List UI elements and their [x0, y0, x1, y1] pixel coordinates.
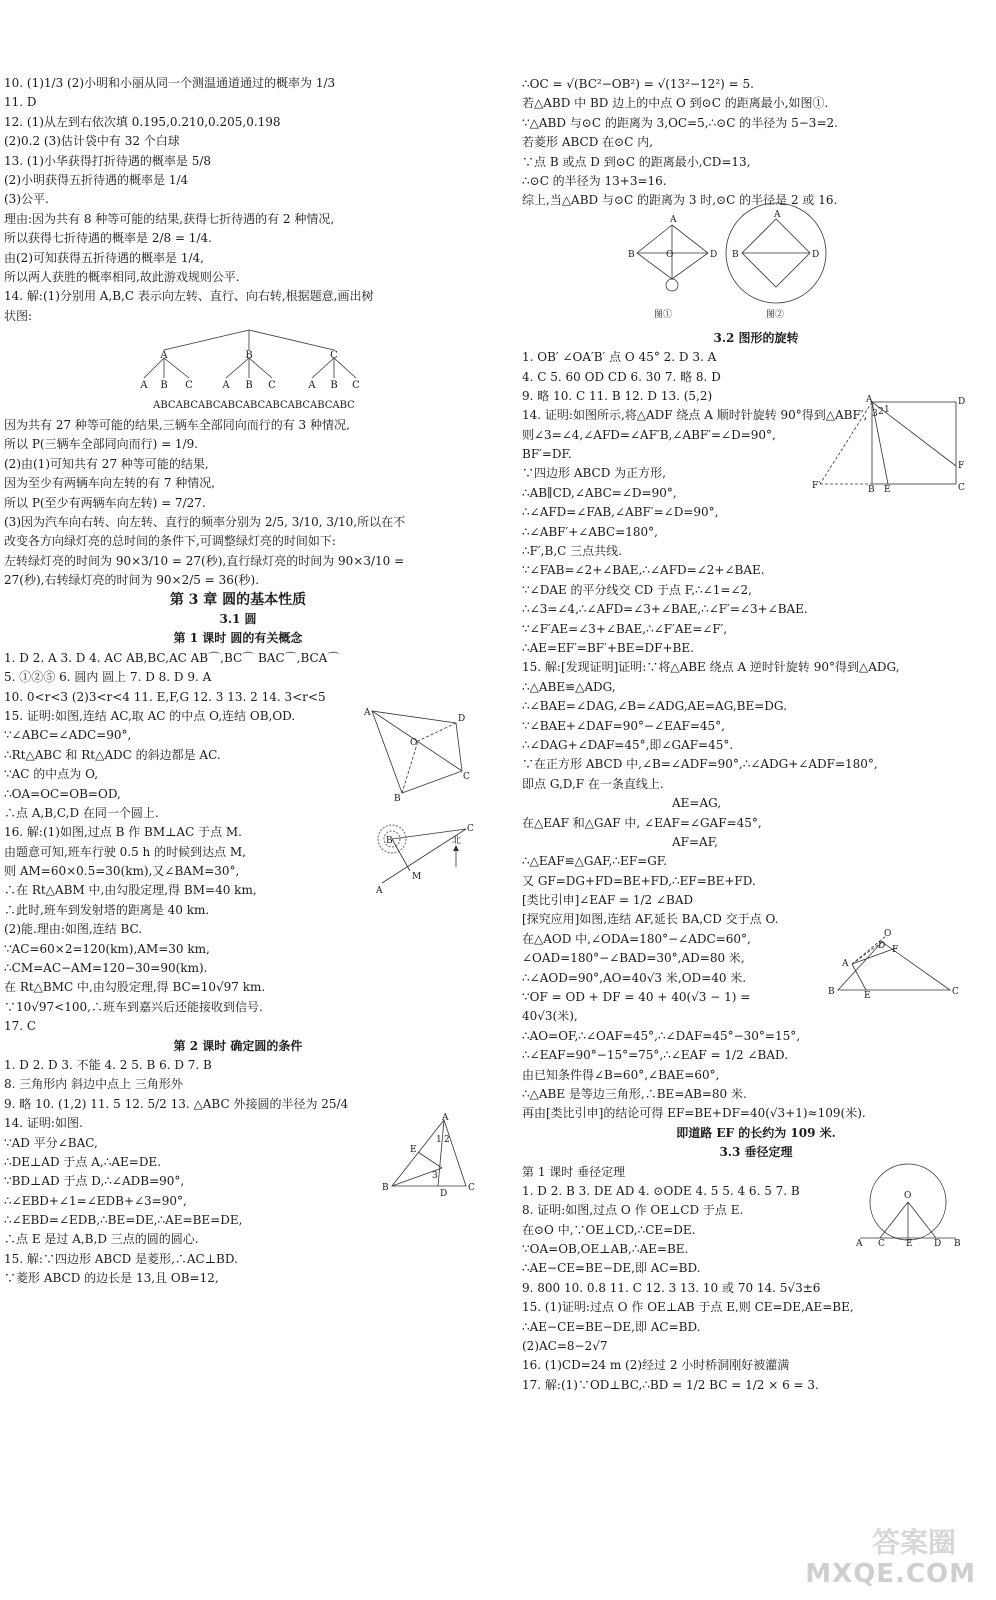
text-line: ∵点 B 或点 D 到⊙C 的距离最小,CD=13, [522, 154, 751, 169]
text-line: (2)能.理由:如图,连结 BC. [4, 922, 143, 937]
text-line: 所以 P(三辆车全部同向而行) = 1/9. [4, 437, 199, 452]
text-line: 1. D 2. B 3. DE AD 4. ⊙ODE 4. 5 5. 4 6. 5 7. B [522, 1183, 800, 1198]
chapter-heading: 第 3 章 圆的基本性质 [169, 591, 307, 608]
text-line: 1. D 2. D 3. 不能 4. 2 5. B 6. D 7. B [4, 1057, 212, 1072]
text-line: 10. 0<r<3 (2)3<r<4 11. E,F,G 12. 3 13. 2 14. 3<r<5 [4, 689, 326, 704]
right-column [522, 75, 990, 1395]
svg-text:C: C [268, 380, 276, 392]
svg-text:C: C [463, 771, 470, 782]
text-line: ∵∠FAB=∠2+∠BAE,∴∠AFD=∠2+∠BAE. [522, 563, 765, 578]
text-line: (2)小明获得五折待遇的概率是 1/4 [4, 172, 189, 187]
text-line: 所以获得七折待遇的概率是 2/8 = 1/4. [4, 231, 212, 246]
text-line: ∵菱形 ABCD 的边长是 13,且 OB=12, [4, 1271, 219, 1286]
text-line: ∵10√97<100,∴班车到嘉兴后还能接收到信号. [4, 999, 263, 1014]
text-line: BF′=DF. [522, 447, 572, 462]
watermark-url: MXQE.COM [805, 1558, 976, 1589]
text-line: ∵OF = OD + DF = 40 + 40(√3 − 1) = [522, 990, 751, 1005]
text-line: 14. 解:(1)分别用 A,B,C 表示向左转、直行、向右转,根据题意,画出树 [4, 289, 374, 304]
text-line: ∵OA=OB,OE⊥AB,∴AE=BE. [522, 1242, 689, 1257]
text-line: 若△ABD 中 BD 边上的中点 O 到⊙C 的距离最小,如图①. [522, 96, 829, 111]
svg-text:D: D [878, 941, 886, 952]
svg-text:B: B [828, 987, 835, 998]
text-line: (3)因为汽车向右转、向左转、直行的频率分别为 2/5, 3/10, 3/10,所以在不 [4, 515, 406, 530]
svg-text:C: C [467, 824, 474, 835]
text-line: 13. (1)小华获得打折待遇的概率是 5/8 [4, 153, 212, 168]
svg-text:A: A [442, 1113, 449, 1124]
text-line: ∵四边形 ABCD 为正方形, [522, 466, 666, 481]
text-line: 由(2)可知获得五折待遇的概率是 1/4, [4, 250, 204, 265]
text-line: (2)由(1)可知共有 27 种等可能的结果, [4, 456, 209, 471]
text-line: 在△EAF 和△GAF 中, ∠EAF=∠GAF=45°, [522, 815, 762, 830]
text-line: 即点 G,D,F 在一条直线上. [522, 776, 664, 791]
svg-text:O: O [410, 737, 418, 748]
svg-text:3: 3 [872, 409, 878, 420]
text-line: ∴⊙C 的半径为 13+3=16. [522, 173, 667, 188]
svg-text:1: 1 [884, 405, 890, 416]
text-line: AE=AG, [672, 796, 722, 811]
text-line: ∴∠EBD+∠1=∠EDB+∠3=90°, [4, 1193, 187, 1208]
quadrilateral-figure [364, 707, 469, 803]
rhombus-circle-figures [522, 209, 990, 327]
text-line: 则∠3=∠4,∠AFD=∠AF′B,∠ABF′=∠D=90°, [522, 427, 776, 442]
svg-text:D: D [440, 1189, 448, 1200]
text-line: ∵△ABD 与⊙C 的距离为 3,OC=5,∴⊙C 的半径为 5−3=2. [522, 115, 838, 130]
svg-text:2: 2 [878, 407, 884, 418]
signal-tower-figure [372, 823, 472, 895]
text-line: 40√3(米), [522, 1009, 578, 1024]
text-line: ∵AC=60×2=120(km),AM=30 km, [4, 941, 210, 956]
text-line: 所以 P(至少有两辆车向左转) = 7/27. [4, 495, 206, 510]
text-line: 9. 略 10. C 11. B 12. D 13. (5,2) [522, 388, 713, 403]
svg-text:B: B [732, 249, 739, 260]
svg-text:D: D [710, 249, 718, 260]
svg-text:C: C [352, 380, 360, 392]
text-line: ∴△ABE 是等边三角形,∴BE=AB=80 米. [522, 1086, 747, 1101]
text-line: ∠OAD=180°−∠BAD=30°,AD=80 米, [522, 951, 745, 966]
text-line: 8. 三角形内 斜边中点上 三角形外 [4, 1077, 183, 1092]
text-line: 10. (1)1/3 (2)小明和小丽从同一个测温通道通过的概率为 1/3 [4, 76, 336, 90]
text-line: ∴∠3=∠4,∴∠AFD=∠3+∠BAE,∴∠F′=∠3+∠BAE. [522, 602, 808, 617]
text-line: ∵∠DAE 的平分线交 CD 于点 F,∴∠1=∠2, [522, 582, 752, 597]
text-line: ∴AE=EF′=BF′+BE=DF+BE. [522, 640, 694, 655]
svg-text:C: C [878, 1238, 885, 1249]
text-line: 15. 解:∵四边形 ABCD 是菱形,∴AC⊥BD. [4, 1251, 238, 1266]
svg-text:E: E [884, 485, 891, 496]
road-figure [826, 928, 959, 1002]
text-line: (2)0.2 (3)估计袋中有 32 个白球 [4, 134, 180, 149]
text-line: 所以两人获胜的概率相同,故此游戏规则公平. [4, 269, 240, 284]
svg-text:D: D [458, 713, 466, 724]
svg-text:A: A [866, 395, 873, 406]
svg-text:北: 北 [452, 836, 462, 847]
svg-text:A: A [308, 380, 316, 392]
text-line: 8. 证明:如图,过点 O 作 OE⊥CD 于点 E. [522, 1203, 744, 1218]
svg-text:F′: F′ [812, 481, 821, 492]
text-line: [类比引申]∠EAF = 1/2 ∠BAD [522, 893, 694, 908]
text-line: ∴∠AFD=∠FAB,∠ABF′=∠D=90°, [522, 505, 719, 520]
text-line: 4. C 5. 60 OD CD 6. 30 7. 略 8. D [522, 369, 721, 384]
svg-text:A: A [222, 380, 230, 392]
text-line: ∴此时,班车到发射塔的距离是 40 km. [4, 902, 210, 917]
text-line: 综上,当△ABD 与⊙C 的距离为 3 时,⊙C 的半径是 2 或 16. [522, 193, 838, 208]
text-line: ∴∠EBD=∠EDB,∴BE=DE,∴AE=BE=DE, [4, 1213, 243, 1228]
text-line: 1. D 2. A 3. D 4. AC AB,BC,AC AB⌒,BC⌒ BAC⌒,BCA⌒ [4, 650, 340, 665]
left-column [4, 74, 475, 1289]
svg-text:E: E [410, 1145, 417, 1156]
svg-text:1: 1 [436, 1135, 442, 1146]
svg-text:D: D [934, 1238, 942, 1249]
chord-circle-figure [856, 1166, 960, 1250]
svg-text:B: B [628, 249, 635, 260]
text-line: 在⊙O 中,∵OE⊥CD,∴CE=DE. [522, 1222, 696, 1237]
text-line: ∴AE−CE=BE−DE,即 AC=BD. [522, 1319, 701, 1334]
text-line: 在△AOD 中,∠ODA=180°−∠ADC=60°, [522, 931, 751, 946]
svg-text:F: F [892, 945, 899, 956]
text-line: 状图: [4, 308, 33, 323]
text-line: 27(秒),右转绿灯亮的时间为 90×2/5 = 36(秒). [4, 573, 260, 588]
svg-text:C: C [468, 1183, 475, 1194]
svg-text:3: 3 [432, 1171, 438, 1182]
text-line: 若菱形 ABCD 在⊙C 内, [522, 135, 654, 150]
text-line: 15. (1)证明:过点 O 作 OE⊥AB 于点 E,则 CE=DE,AE=BE, [522, 1300, 854, 1315]
lesson-heading: 第 1 课时 圆的有关概念 [173, 631, 303, 646]
text-line: ∵在正方形 ABCD 中,∠B=∠ADF=90°,∴∠ADG+∠ADF=180°, [522, 757, 878, 772]
text-line: ∵BD⊥AD 于点 D,∴∠ADB=90°, [4, 1174, 185, 1189]
text-line: ∴△EAF≌△GAF,∴EF=GF. [522, 854, 668, 869]
text-line: 15. 证明:如图,连结 AC,取 AC 的中点 O,连结 OB,OD. [4, 708, 296, 723]
text-line: 16. (1)CD=24 m (2)经过 2 小时桥洞刚好被灌满 [522, 1358, 790, 1373]
text-line: 12. (1)从左到右依次填 0.195,0.210,0.205,0.198 [4, 114, 281, 129]
text-line: 9. 800 10. 0.8 11. C 12. 3 13. 10 或 70 14. 5√3±6 [522, 1280, 821, 1295]
text-line: 1. OB′ ∠OA′B′ 点 O 45° 2. D 3. A [522, 350, 717, 365]
svg-text:O: O [884, 929, 892, 940]
text-line: AF=AF, [672, 834, 718, 849]
svg-text:A: A [856, 1238, 863, 1249]
text-line: 17. 解:(1)∵OD⊥BC,∴BD = 1/2 BC = 1/2 × 6 = 3. [522, 1377, 819, 1392]
text-line: ∴DE⊥AD 于点 A,∴AE=DE. [4, 1154, 162, 1169]
svg-text:C: C [185, 380, 193, 392]
text-line: ∴点 E 是过 A,B,D 三点的圆的圆心. [4, 1232, 199, 1247]
svg-text:图②: 图② [766, 309, 785, 320]
svg-text:2: 2 [444, 1135, 450, 1146]
tree-diagram [4, 328, 472, 414]
text-line: ∴CM=AC−AM=120−30=90(km). [4, 961, 208, 976]
text-line: 9. 略 10. (1,2) 11. 5 12. 5/2 13. △ABC 外接圆的半径为 25/4 [4, 1096, 349, 1111]
text-line: ∴∠DAG+∠DAF=45°,即∠GAF=45°. [522, 737, 734, 752]
text-line: 第 1 课时 垂径定理 [522, 1164, 626, 1179]
svg-text:A: A [670, 214, 677, 225]
text-line: ∴在 Rt△ABM 中,由勾股定理,得 BM=40 km, [4, 883, 257, 898]
text-line: 14. 证明:如图. [4, 1116, 83, 1131]
text-line: 15. 解:[发现证明]证明:∵将△ABE 绕点 A 逆时针旋转 90°得到△ADG, [522, 660, 900, 675]
svg-text:C: C [330, 350, 338, 362]
text-line: 再由[类比引申]的结论可得 EF=BE+DF=40(√3+1)≈109(米). [522, 1106, 866, 1121]
svg-text:B: B [954, 1238, 961, 1249]
text-line: ∵∠ABC=∠ADC=90°, [4, 728, 132, 743]
section-heading: 即道路 EF 的长约为 109 米. [676, 1125, 836, 1140]
text-line: 11. D [4, 95, 37, 110]
text-line: ∴△ABE≌△ADG, [522, 679, 616, 694]
text-line: 16. 解:(1)如图,过点 B 作 BM⊥AC 于点 M. [4, 825, 242, 840]
svg-text:O: O [904, 1190, 912, 1201]
section-heading: 3.1 圆 [219, 611, 257, 626]
svg-text:A: A [376, 886, 383, 897]
svg-text:A: A [364, 707, 371, 718]
watermark-title: 答案圈 [871, 1525, 956, 1559]
svg-text:A: A [140, 380, 148, 392]
text-line: ∵∠BAE+∠DAF=90°−∠EAF=45°, [522, 718, 725, 733]
svg-text:B: B [382, 1183, 389, 1194]
svg-text:ABCABCABCABCABCABCABCABCABC: ABCABCABCABCABCABCABCABCABC [153, 400, 355, 412]
svg-text:A: A [774, 209, 781, 220]
text-line: (3)公平. [4, 192, 49, 207]
section-heading: 3.2 图形的旋转 [713, 330, 799, 345]
text-line: ∵∠F′AE=∠3+∠BAE,∴∠F′AE=∠F′, [522, 621, 728, 636]
text-line: ∴AO=OF,∴∠OAF=45°,∴∠DAF=45°−30°=15°, [522, 1028, 801, 1043]
text-line: 则 AM=60×0.5=30(km),又∠BAM=30°, [4, 864, 240, 879]
text-line: 5. ①②⑤ 6. 圆内 圆上 7. D 8. D 9. A [4, 670, 212, 685]
svg-text:A: A [160, 350, 168, 362]
svg-text:B: B [330, 380, 338, 392]
text-line: 因为至少有两辆车向左转的有 7 种情况, [4, 476, 216, 491]
svg-text:F: F [958, 461, 965, 472]
text-line: 改变各方向绿灯亮的总时间的条件下,可调整绿灯亮的时间如下: [4, 534, 336, 549]
text-line: ∴AB∥CD,∠ABC=∠D=90°, [522, 485, 677, 500]
svg-text:D: D [958, 397, 966, 408]
text-line: 17. C [4, 1019, 37, 1034]
svg-text:图①: 图① [654, 309, 673, 320]
lesson-heading: 第 2 课时 确定圆的条件 [173, 1038, 303, 1053]
text-line: 理由:因为共有 8 种等可能的结果,获得七折待遇的有 2 种情况, [4, 211, 335, 226]
text-line: ∴OC = √(BC²−OB²) = √(13²−12²) = 5. [522, 77, 754, 91]
lesson-heading: 3.3 垂径定理 [719, 1145, 793, 1160]
svg-text:B: B [386, 836, 393, 847]
svg-text:M: M [412, 872, 422, 883]
svg-text:B: B [160, 380, 168, 392]
text-line: ∴∠EAF=90°−15°=75°,∴∠EAF = 1/2 ∠BAD. [522, 1048, 789, 1063]
text-line: (2)AC=8−2√7 [522, 1339, 608, 1354]
text-line: ∴Rt△ABC 和 Rt△ADC 的斜边都是 AC. [4, 747, 221, 762]
svg-text:B: B [394, 793, 401, 804]
text-line: 由题意可知,班车行驶 0.5 h 的时候到达点 M, [4, 844, 246, 859]
svg-text:O: O [666, 249, 674, 260]
text-line: 在 Rt△BMC 中,由勾股定理,得 BC=10√97 km. [4, 980, 266, 995]
svg-text:E: E [864, 991, 871, 1002]
text-line: 左转绿灯亮的时间为 90×3/10 = 27(秒),直行绿灯亮的时间为 90×3/10 = [4, 553, 405, 568]
text-line: 由已知条件得∠B=60°,∠BAE=60°, [522, 1067, 720, 1082]
svg-text:B: B [868, 485, 875, 496]
text-line: ∴∠ABF′+∠ABC=180°, [522, 524, 658, 539]
square-rotation-figure [812, 394, 968, 494]
text-line: ∴∠AOD=90°,AO=40√3 米,OD=40 米. [522, 970, 747, 985]
text-line: 又 GF=DG+FD=BE+FD,∴EF=BE+FD. [522, 873, 756, 888]
text-line: ∵AC 的中点为 O, [4, 767, 99, 782]
svg-text:D: D [812, 249, 820, 260]
text-line: 14. 证明:如图所示,将△ADF 绕点 A 顺时针旋转 90°得到△ABF′, [522, 408, 868, 423]
svg-text:B: B [245, 380, 253, 392]
text-line: ∵AD 平分∠BAC, [4, 1135, 98, 1150]
svg-text:B: B [245, 350, 253, 362]
svg-text:A: A [842, 959, 849, 970]
text-line: ∴∠BAE=∠DAG,∠B=∠ADG,AE=AG,BE=DG. [522, 699, 787, 714]
svg-text:C: C [952, 987, 959, 998]
text-line: ∴点 A,B,C,D 在同一个圆上. [4, 805, 159, 820]
svg-text:C: C [958, 483, 965, 494]
text-line: ∴F′,B,C 三点共线. [522, 544, 622, 559]
svg-text:E: E [906, 1238, 913, 1249]
text-line: ∴OA=OC=OB=OD, [4, 786, 121, 801]
text-line: ∴AE−CE=BE−DE,即 AC=BD. [522, 1261, 701, 1276]
text-line: [探究应用]如图,连结 AF,延长 BA,CD 交于点 O. [522, 912, 779, 927]
text-line: 因为共有 27 种等可能的结果,三辆车全部同向而行的有 3 种情况, [4, 418, 350, 433]
triangle-figure [380, 1113, 475, 1212]
